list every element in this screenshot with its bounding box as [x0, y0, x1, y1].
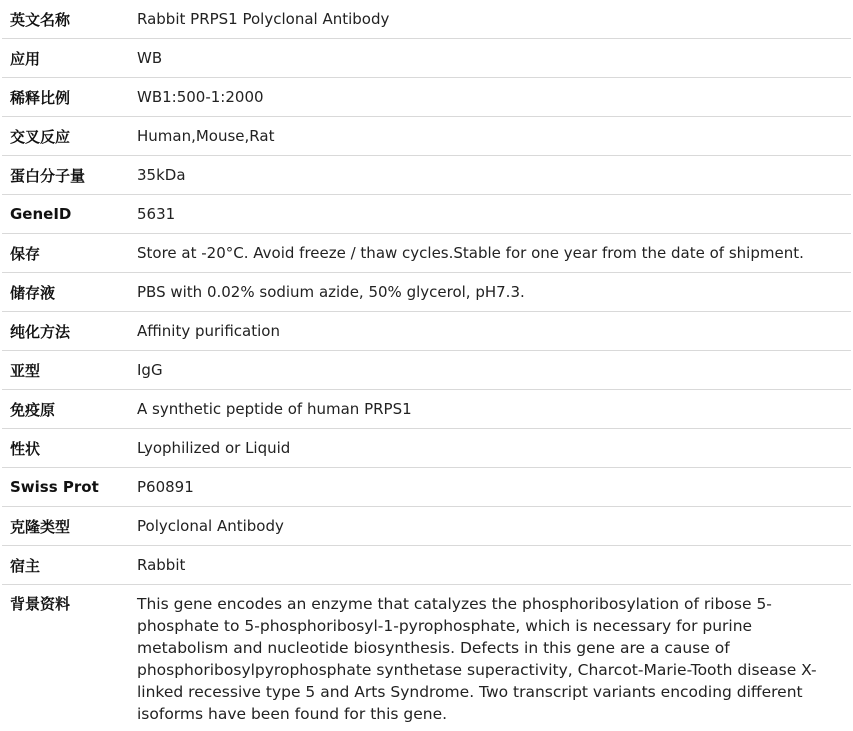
table-row [2, 390, 851, 429]
row-label-reactivity: 交叉反应 [2, 117, 129, 156]
table-row [2, 507, 851, 546]
row-label-buffer: 储存液 [2, 273, 129, 312]
row-value-dilution: WB1:500-1:2000 [129, 78, 851, 117]
table-row [2, 39, 851, 78]
product-spec-table [2, 0, 851, 725]
table-row [2, 0, 851, 39]
row-label-molecular-weight: 蛋白分子量 [2, 156, 129, 195]
table-row [2, 273, 851, 312]
table-row [2, 546, 851, 585]
row-value-english-name: Rabbit PRPS1 Polyclonal Antibody [129, 0, 851, 39]
row-value-background: This gene encodes an enzyme that catalyzes the phosphoribosylation of ribose 5-phosphate to 5-phosphoribosyl-1-pyrophosphate, which is necessary for purine metabolism and nucleotide biosynthesis. Defects in this gene are a cause of phosphoribosylpyrophosphate synthetase superactivity, Charcot-Marie-Tooth disease X-linked recessive type 5 and Arts Syndrome. Two transcript variants encoding different isoforms have been found for this gene. [137, 595, 817, 723]
table-row [2, 312, 851, 351]
row-value-swiss-prot: P60891 [129, 468, 851, 507]
table-row [2, 195, 851, 234]
row-value-application: WB [129, 39, 851, 78]
row-value-isotype: IgG [129, 351, 851, 390]
row-value-molecular-weight: 35kDa [129, 156, 851, 195]
row-label-purification: 纯化方法 [2, 312, 129, 351]
table-row [2, 585, 851, 726]
row-label-gene-id: GeneID [2, 195, 129, 234]
row-value-purification: Affinity purification [129, 312, 851, 351]
table-row [2, 234, 851, 273]
row-value-immunogen: A synthetic peptide of human PRPS1 [129, 390, 851, 429]
row-label-host: 宿主 [2, 546, 129, 585]
row-label-storage: 保存 [2, 234, 129, 273]
table-row [2, 156, 851, 195]
table-row [2, 78, 851, 117]
table-row [2, 117, 851, 156]
row-label-form: 性状 [2, 429, 129, 468]
row-label-swiss-prot: Swiss Prot [2, 468, 129, 507]
row-value-gene-id: 5631 [129, 195, 851, 234]
table-row [2, 468, 851, 507]
row-value-form: Lyophilized or Liquid [129, 429, 851, 468]
row-value-reactivity: Human,Mouse,Rat [129, 117, 851, 156]
row-label-background: 背景资料 [10, 595, 71, 613]
row-label-immunogen: 免疫原 [2, 390, 129, 429]
row-label-english-name: 英文名称 [2, 0, 129, 39]
row-value-storage: Store at -20°C. Avoid freeze / thaw cycles.Stable for one year from the date of shipment. [129, 234, 851, 273]
row-value-buffer: PBS with 0.02% sodium azide, 50% glycerol, pH7.3. [129, 273, 851, 312]
table-row [2, 351, 851, 390]
table-row [2, 429, 851, 468]
row-value-host: Rabbit [129, 546, 851, 585]
row-value-clonality: Polyclonal Antibody [129, 507, 851, 546]
row-label-dilution: 稀释比例 [2, 78, 129, 117]
row-label-application: 应用 [2, 39, 129, 78]
row-label-clonality: 克隆类型 [2, 507, 129, 546]
row-label-isotype: 亚型 [2, 351, 129, 390]
